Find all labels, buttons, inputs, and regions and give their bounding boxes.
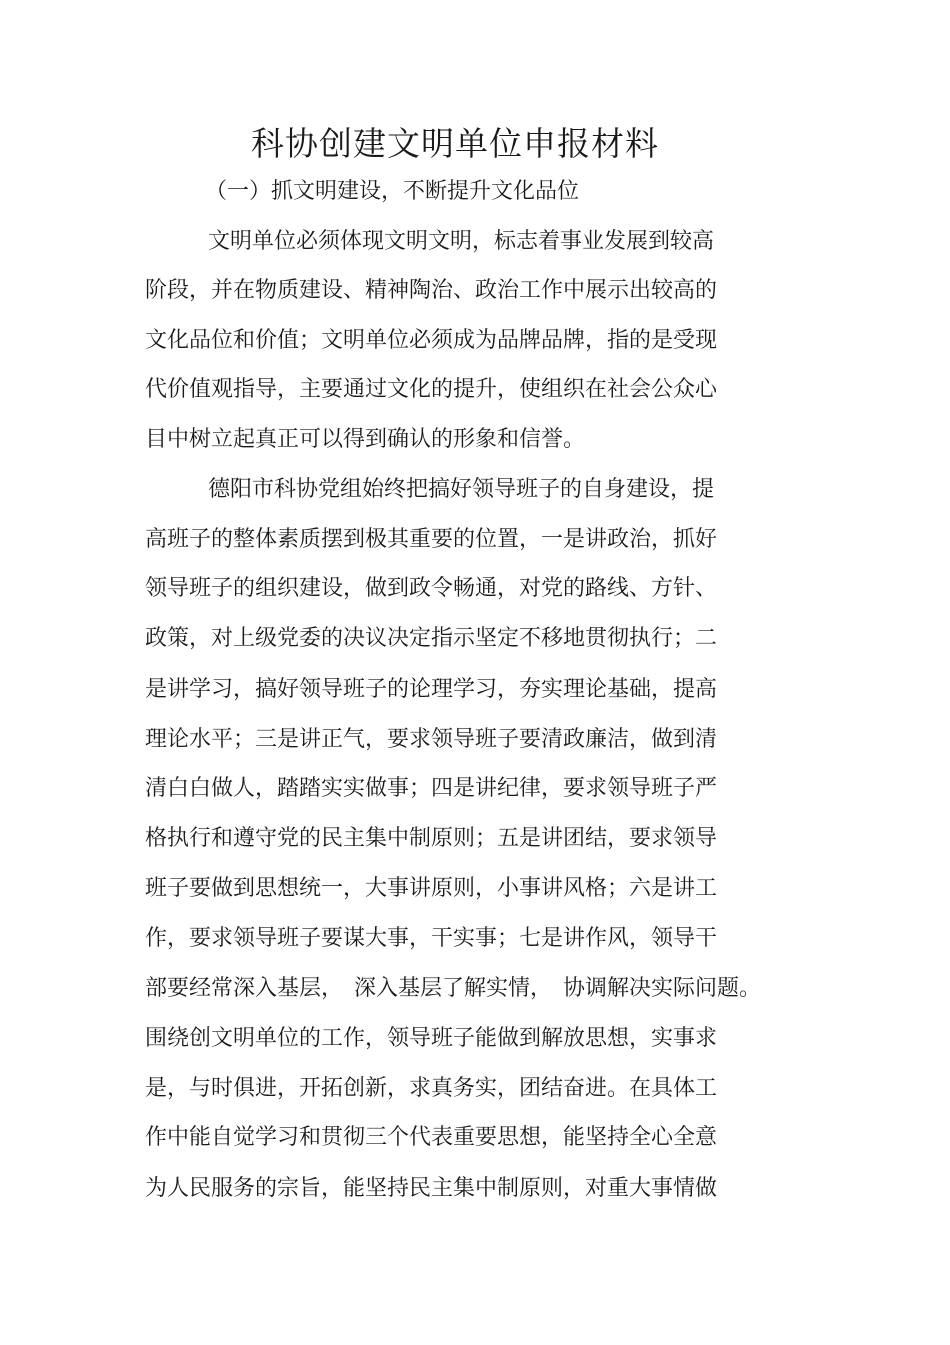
- paragraph-line: 班子要做到思想统一，大事讲原则，小事讲风格；六是讲工: [145, 876, 718, 901]
- paragraph-line: 目中树立起真正可以得到确认的形象和信誉。: [145, 427, 586, 452]
- paragraph-line: 文明单位必须体现文明文明，标志着事业发展到较高: [208, 229, 715, 254]
- paragraph-line: 德阳市科协党组始终把搞好领导班子的自身建设，提: [208, 477, 715, 502]
- paragraph-line: 为人民服务的宗旨，能坚持民主集中制原则，对重大事情做: [145, 1176, 718, 1201]
- paragraph-line: 部要经常深入基层， 深入基层了解实情， 协调解决实际问题。: [145, 976, 762, 1001]
- paragraph-line: 政策，对上级党委的决议决定指示坚定不移地贯彻执行；二: [145, 626, 718, 651]
- paragraph-line: 作，要求领导班子要谋大事，干实事；七是讲作风，领导干: [145, 926, 718, 951]
- paragraph-line: 是讲学习，搞好领导班子的论理学习，夯实理论基础，提高: [145, 677, 718, 702]
- paragraph-line: 阶段，并在物质建设、精神陶治、政治工作中展示出较高的: [145, 278, 718, 303]
- paragraph-line: 格执行和遵守党的民主集中制原则；五是讲团结，要求领导: [145, 826, 718, 851]
- paragraph-line: 代价值观指导，主要通过文化的提升，使组织在社会公众心: [145, 377, 718, 402]
- document-title: 科协创建文明单位申报材料: [251, 124, 659, 163]
- section-heading: （一）抓文明建设，不断提升文化品位: [205, 179, 580, 204]
- paragraph-line: 文化品位和价值；文明单位必须成为品牌品牌，指的是受现: [145, 328, 718, 353]
- paragraph-line: 作中能自觉学习和贯彻三个代表重要思想，能坚持全心全意: [145, 1125, 718, 1150]
- paragraph-line: 高班子的整体素质摆到极其重要的位置，一是讲政治，抓好: [145, 527, 718, 552]
- paragraph-line: 理论水平；三是讲正气，要求领导班子要清政廉洁，做到清: [145, 727, 718, 752]
- paragraph-line: 领导班子的组织建设，做到政令畅通，对党的路线、方针、: [145, 576, 718, 601]
- paragraph-line: 围绕创文明单位的工作，领导班子能做到解放思想，实事求: [145, 1026, 718, 1051]
- paragraph-line: 是，与时俱进，开拓创新，求真务实，团结奋进。在具体工: [145, 1076, 718, 1101]
- paragraph-line: 清白白做人，踏踏实实做事；四是讲纪律，要求领导班子严: [145, 776, 718, 801]
